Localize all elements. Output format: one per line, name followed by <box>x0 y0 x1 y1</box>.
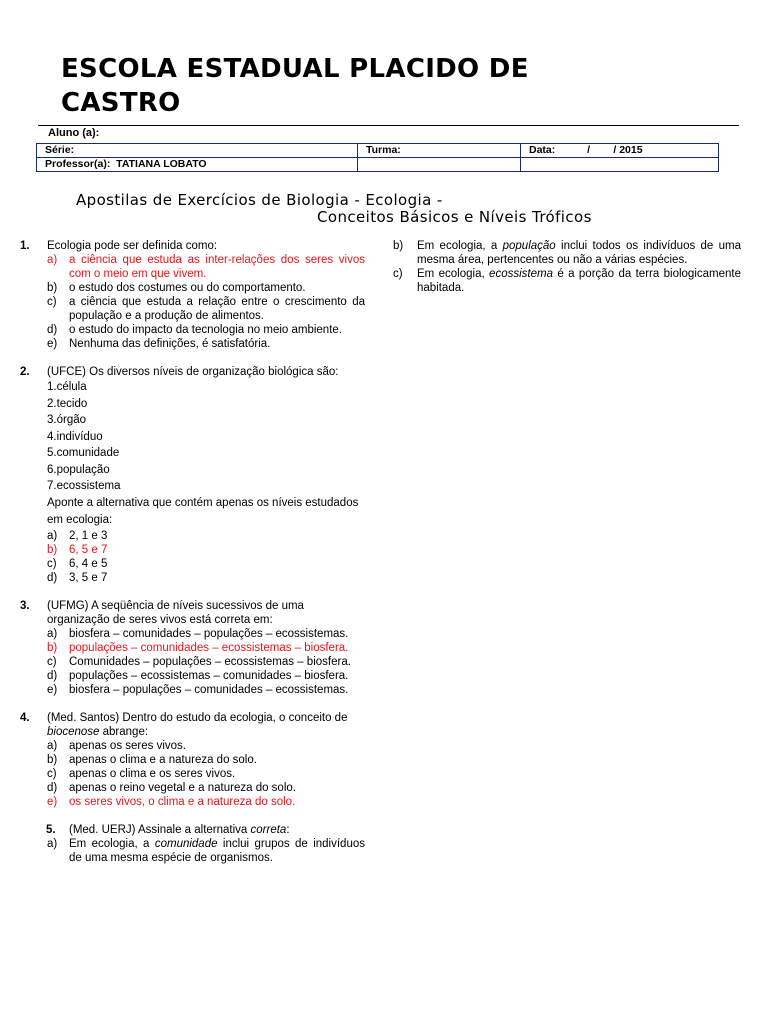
question-number: 5. <box>46 823 56 836</box>
professor-cell: Professor(a): TATIANA LOBATO <box>37 158 358 172</box>
stem-text: (Med. Santos) Dentro do estudo da ecologia, o conceito de <box>47 711 348 724</box>
question-1 <box>20 239 365 351</box>
option-label: c) <box>47 296 57 308</box>
question-stem <box>69 823 365 837</box>
level-item: 5.comunidade <box>47 447 120 459</box>
option-label: e) <box>47 338 58 350</box>
data-cell <box>521 144 719 158</box>
turma-cell: Turma: <box>358 144 521 158</box>
question-prompt: Aponte a alternativa que contém apenas os níveis estudados em ecologia: <box>47 496 359 526</box>
empty-cell-2 <box>521 158 719 172</box>
question-5-options-left <box>20 837 365 865</box>
question-5 <box>20 823 365 837</box>
student-info-table <box>36 143 719 172</box>
option-text: os seres vivos, o clima e a natureza do solo. <box>69 795 296 808</box>
header-rule <box>38 125 739 126</box>
option-label: c) <box>47 767 57 780</box>
option-a <box>47 253 365 281</box>
option-c <box>47 295 365 323</box>
question-number: 1. <box>20 240 30 252</box>
option-text: Em ecologia, a <box>69 837 155 850</box>
option-text: Nenhuma das definições, é satisfatória. <box>69 338 271 350</box>
option-text: populações – ecossistemas – comunidades – biosfera. <box>69 669 349 682</box>
option-label: c) <box>393 268 403 280</box>
level-item: 3.órgão <box>47 414 87 426</box>
right-column <box>393 239 741 295</box>
option-label: b) <box>47 753 58 766</box>
question-stem: Ecologia pode ser definida como: <box>47 240 218 252</box>
level-item: 7.ecossistema <box>47 480 121 492</box>
stem-text: abrange: <box>99 725 149 738</box>
option-b <box>47 281 365 295</box>
stem-term: correta <box>250 823 287 836</box>
option-d <box>47 669 365 683</box>
option-label: a) <box>47 837 58 850</box>
stem-text: (Med. UERJ) Assinale a alternativa <box>69 823 251 836</box>
option-c <box>393 267 741 295</box>
level-item: 6.população <box>47 463 110 476</box>
option-text: apenas o reino vegetal e a natureza do solo. <box>69 781 296 794</box>
option-text: 6, 5 e 7 <box>69 543 108 556</box>
school-name-line2: CASTRO <box>61 88 181 118</box>
option-label: d) <box>47 781 58 794</box>
option-c <box>47 655 365 669</box>
level-item: 2.tecido <box>47 397 88 410</box>
option-text: 3, 5 e 7 <box>69 571 108 584</box>
aluno-label: Aluno (a): <box>48 127 100 139</box>
option-text: é a porção da terra biologicamente habitada. <box>417 268 741 294</box>
question-stem: (UFMG) A seqüência de níveis sucessivos de uma organização de seres vivos está correta em: <box>47 599 304 626</box>
option-text: a ciência que estuda a relação entre o crescimento da população e a produção de alimentos. <box>69 296 365 322</box>
question-number: 4. <box>20 711 30 724</box>
option-label: d) <box>47 669 58 682</box>
option-label: a) <box>47 529 58 542</box>
option-e <box>47 795 365 809</box>
question-number: 2. <box>20 366 30 378</box>
option-c <box>47 557 365 571</box>
option-label: e) <box>47 683 58 696</box>
option-text: apenas o clima e os seres vivos. <box>69 767 236 780</box>
option-e <box>47 337 365 351</box>
serie-cell: Série: <box>37 144 358 158</box>
option-label: d) <box>47 324 58 336</box>
level-item: 1.célula <box>47 381 87 393</box>
option-text: Em ecologia, <box>417 268 490 280</box>
option-label: a) <box>47 254 58 266</box>
option-label: c) <box>47 557 57 570</box>
title-line1: Apostilas de Exercícios de Biologia - Ecologia - <box>76 191 443 209</box>
option-a <box>20 837 365 865</box>
option-e <box>47 683 365 697</box>
option-d <box>47 781 365 795</box>
option-term: comunidade <box>154 837 218 850</box>
option-text: inclui todos os indivíduos de uma mesma área, pertencentes ou não a várias espécies. <box>417 240 742 266</box>
title-line2: Conceitos Básicos e Níveis Tróficos <box>317 208 592 226</box>
option-label: b) <box>47 543 58 556</box>
option-d <box>47 323 365 337</box>
data-label: Data: <box>529 144 556 156</box>
option-d <box>47 571 365 585</box>
option-b <box>47 543 365 557</box>
level-item: 4.indivíduo <box>47 430 103 443</box>
question-stem: (UFCE) Os diversos níveis de organização biológica são: <box>47 366 339 378</box>
question-4 <box>20 711 365 809</box>
option-label: b) <box>47 282 58 294</box>
option-text: biosfera – comunidades – populações – ecossistemas. <box>69 627 349 640</box>
option-a <box>47 529 365 543</box>
option-a <box>47 627 365 641</box>
option-text: apenas os seres vivos. <box>69 739 186 752</box>
option-text: 2, 1 e 3 <box>69 529 108 542</box>
option-label: b) <box>393 240 404 252</box>
option-text: inclui grupos de indivíduos de uma mesma espécie de organismos. <box>69 837 365 864</box>
option-text: 6, 4 e 5 <box>69 557 108 570</box>
data-value: / / 2015 <box>587 144 643 156</box>
option-term: população <box>502 240 556 252</box>
left-column <box>20 239 365 865</box>
option-text: a ciência que estuda as inter-relações dos seres vivos com o meio em que vivem. <box>69 254 365 280</box>
option-label: a) <box>47 739 58 752</box>
option-text: o estudo do impacto da tecnologia no meio ambiente. <box>69 324 342 336</box>
option-b <box>393 239 741 267</box>
question-number: 3. <box>20 599 30 612</box>
option-term: ecossistema <box>489 268 553 280</box>
option-text: Em ecologia, a <box>417 240 503 252</box>
option-text: biosfera – populações – comunidades – ecossistemas. <box>69 683 349 696</box>
question-3 <box>20 599 365 697</box>
school-name-line1: ESCOLA ESTADUAL PLACIDO DE <box>61 54 529 84</box>
option-label: a) <box>47 627 58 640</box>
option-text: Comunidades – populações – ecossistemas – biosfera. <box>69 655 351 668</box>
school-name <box>61 52 661 120</box>
option-c <box>47 767 365 781</box>
question-2 <box>20 365 365 585</box>
option-label: d) <box>47 571 58 584</box>
option-b <box>47 753 365 767</box>
empty-cell-1 <box>358 158 521 172</box>
option-label: b) <box>47 641 58 654</box>
question-stem <box>47 711 365 739</box>
option-text: apenas o clima e a natureza do solo. <box>69 753 257 766</box>
option-text: o estudo dos costumes ou do comportamento. <box>69 282 306 294</box>
option-label: e) <box>47 795 58 808</box>
stem-term: biocenose <box>47 725 100 738</box>
option-label: c) <box>47 655 57 668</box>
option-a <box>47 739 365 753</box>
option-b <box>47 641 365 655</box>
option-text: populações – comunidades – ecossistemas – biosfera. <box>69 641 349 654</box>
stem-text: : <box>286 823 290 836</box>
